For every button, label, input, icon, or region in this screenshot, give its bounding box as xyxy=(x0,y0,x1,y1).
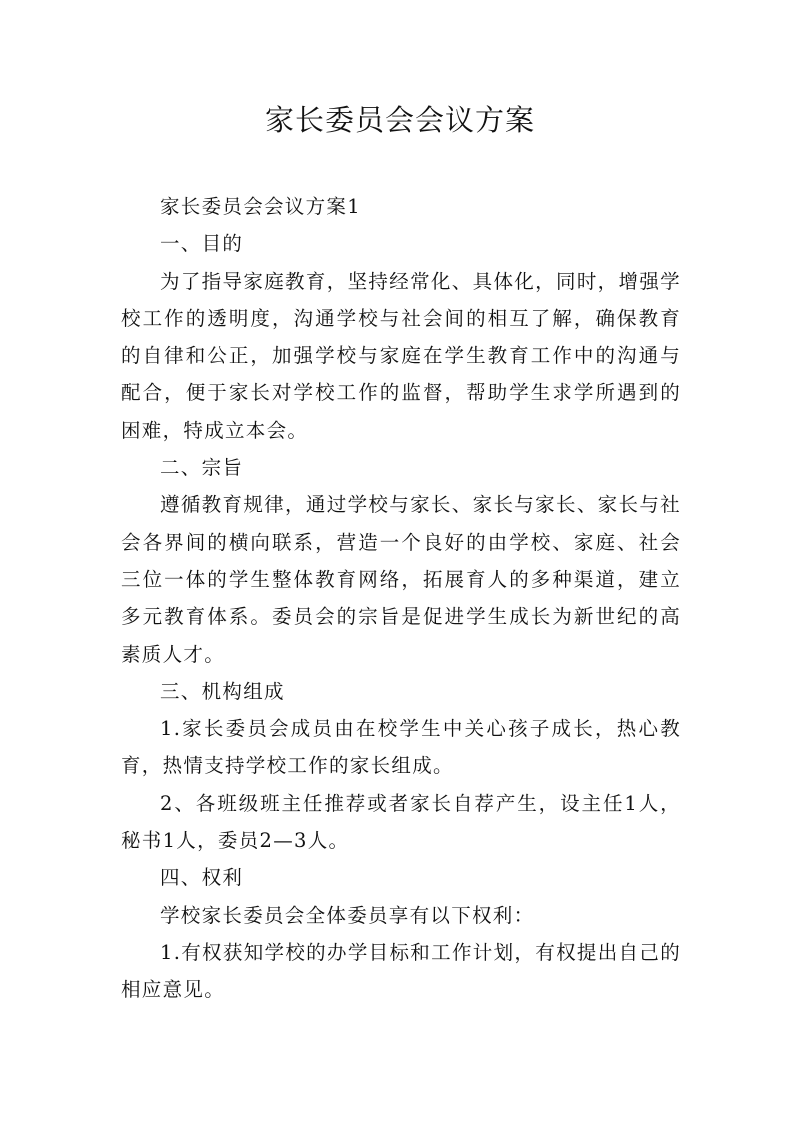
document-title: 家长委员会会议方案 xyxy=(264,103,535,137)
paragraph: 学校家长委员会全体委员享有以下权利： xyxy=(160,903,535,927)
paragraph: 遵循教育规律，通过学校与家长、家长与家长、家长与社会各界间的横向联系，营造一个良好的由学校、家庭、社会三位一体的学生整体教育网络，拓展育人的多种渠道，建立多元教育体系。委员会的宗旨是促进学生成长为新世纪的高素质人才。 xyxy=(121,493,681,666)
document-body xyxy=(121,188,681,1009)
paragraph: 1.家长委员会成员由在校学生中关心孩子成长，热心教育，热情支持学校工作的家长组成。 xyxy=(121,717,681,778)
section-heading: 三、机构组成 xyxy=(160,679,285,703)
section-heading: 四、权利 xyxy=(160,866,244,890)
paragraph: 2、各班级班主任推荐或者家长自荐产生，设主任1人，秘书1人，委员2—3人。 xyxy=(121,791,681,853)
section-heading: 二、宗旨 xyxy=(160,456,244,480)
paragraph: 1.有权获知学校的办学目标和工作计划，有权提出自己的相应意见。 xyxy=(121,940,681,1002)
section-heading: 一、目的 xyxy=(160,232,244,256)
doc-subtitle: 家长委员会会议方案1 xyxy=(160,195,361,218)
paragraph: 为了指导家庭教育，坚持经常化、具体化，同时，增强学校工作的透明度，沟通学校与社会间的相互了解，确保教育的自律和公正，加强学校与家庭在学生教育工作中的沟通与配合，便于家长对学校工作的监督，帮助学生求学所遇到的困难，特成立本会。 xyxy=(121,269,681,442)
